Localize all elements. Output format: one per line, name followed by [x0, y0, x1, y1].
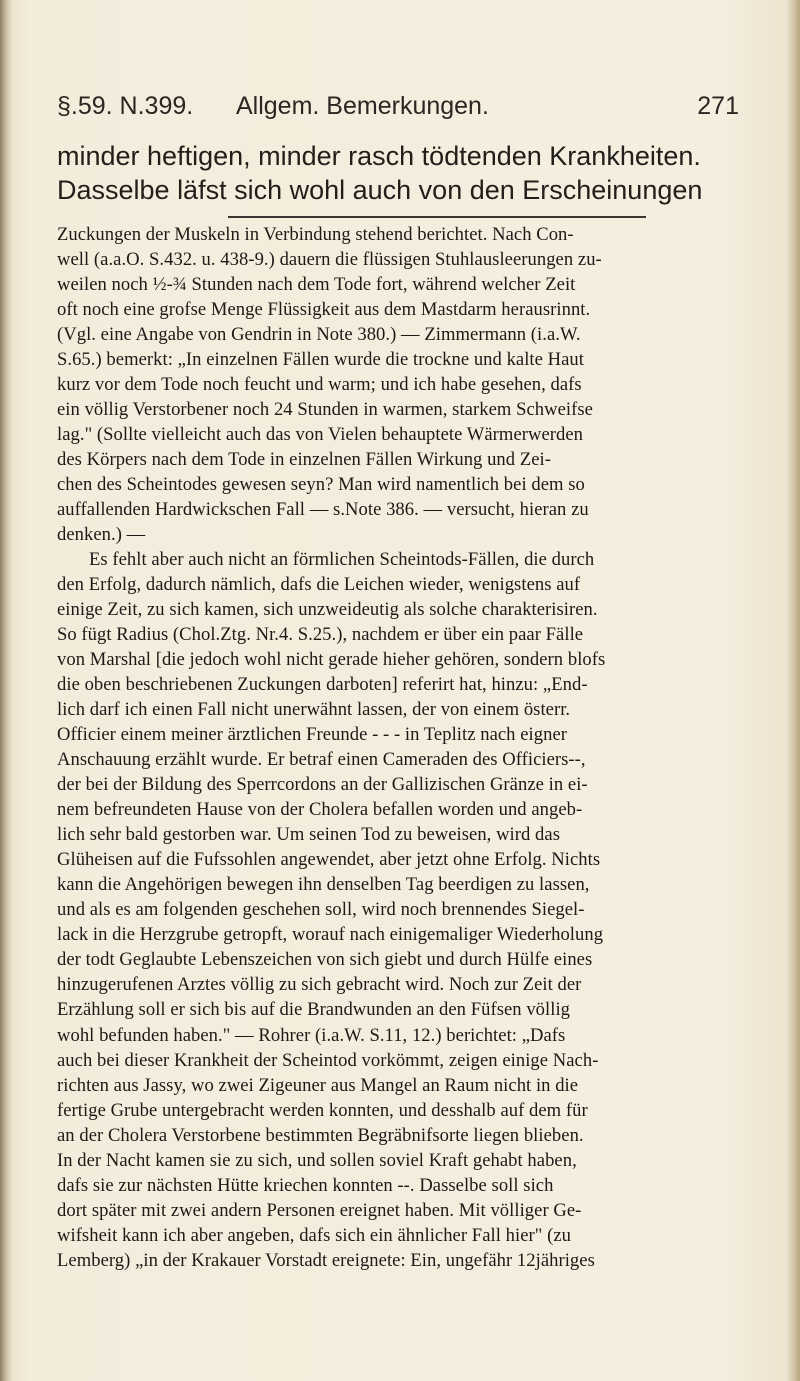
- text-line: S.65.) bemerkt: „In einzelnen Fällen wurde die trockne und kalte Haut: [57, 349, 584, 371]
- text-line: des Körpers nach dem Tode in einzelnen Fällen Wirkung und Zei-: [57, 449, 551, 471]
- text-line: fertige Grube untergebracht werden konnten, und desshalb auf dem für: [57, 1099, 588, 1121]
- text-line: richten aus Jassy, wo zwei Zigeuner aus Mangel an Raum nicht in die: [57, 1074, 579, 1096]
- text-line: lich sehr bald gestorben war. Um seinen Tod zu beweisen, wird das: [57, 824, 560, 846]
- text-line: oft noch eine grofse Menge Flüssigkeit aus dem Mastdarm herausrinnt.: [57, 299, 591, 321]
- text-line: Es fehlt aber auch nicht an förmlichen Scheintods-Fällen, die durch: [89, 549, 595, 571]
- text-line: der todt Geglaubte Lebenszeichen von sich giebt und durch Hülfe eines: [57, 949, 593, 971]
- text-line: und als es am folgenden geschehen soll, wird noch brennendes Siegel-: [57, 899, 585, 921]
- text-line: nem befreundeten Hause von der Cholera befallen worden und angeb-: [57, 799, 583, 821]
- running-header: [57, 92, 741, 126]
- text-line: auch bei dieser Krankheit der Scheintod vorkömmt, zeigen einige Nach-: [57, 1049, 599, 1071]
- running-title: Allgem. Bemerkungen.: [236, 92, 489, 120]
- text-line: Erzählung soll er sich bis auf die Brandwunden an den Füfsen völlig: [57, 999, 571, 1021]
- text-line: Zuckungen der Muskeln in Verbindung stehend berichtet. Nach Con-: [57, 224, 574, 245]
- footnote-text: [57, 222, 757, 1273]
- text-line: Anschauung erzählt wurde. Er betraf einen Cameraden des Officiers--,: [57, 749, 586, 771]
- text-line: dafs sie zur nächsten Hütte kriechen konnten --. Dasselbe soll sich: [57, 1174, 554, 1196]
- text-line: Lemberg) „in der Krakauer Vorstadt ereignete: Ein, ungefähr 12jähriges: [57, 1249, 595, 1271]
- text-line: einige Zeit, zu sich kamen, sich unzweideutig als solche charakterisiren.: [57, 599, 598, 621]
- text-line: wohl befunden haben." — Rohrer (i.a.W. S.11, 12.) berichtet: „Dafs: [57, 1024, 566, 1046]
- separator-rule: [228, 216, 646, 218]
- text-line: auffallenden Hardwickschen Fall — s.Note 386. — versucht, hieran zu: [57, 499, 589, 521]
- text-line: well (a.a.O. S.432. u. 438-9.) dauern die flüssigen Stuhlausleerungen zu-: [57, 249, 602, 271]
- text-line: dort später mit zwei andern Personen ereignet haben. Mit völliger Ge-: [57, 1199, 582, 1221]
- page-number: 271: [697, 92, 739, 120]
- text-line: die oben beschriebenen Zuckungen darboten] referirt hat, hinzu: „End-: [57, 674, 588, 696]
- text-line: lag." (Sollte vielleicht auch das von Vielen behauptete Wärmerwerden: [57, 424, 584, 446]
- text-line: So fügt Radius (Chol.Ztg. Nr.4. S.25.), nachdem er über ein paar Fälle: [57, 624, 584, 646]
- text-line: von Marshal [die jedoch wohl nicht gerade hieher gehören, sondern blofs: [57, 649, 606, 671]
- heading-line: Dasselbe läfst sich wohl auch von den Erscheinungen: [57, 175, 703, 205]
- text-line: chen des Scheintodes gewesen seyn? Man wird namentlich bei dem so: [57, 474, 585, 496]
- text-line: lich darf ich einen Fall nicht unerwähnt lassen, der von einem österr.: [57, 699, 571, 721]
- binding-gutter: [0, 0, 12, 1381]
- text-line: ein völlig Verstorbener noch 24 Stunden in warmen, starkem Schweifse: [57, 399, 593, 421]
- page-edge: [786, 0, 800, 1381]
- text-line: wifsheit kann ich aber angeben, dafs sich ein ähnlicher Fall hier" (zu: [57, 1224, 571, 1246]
- text-line: kurz vor dem Tode noch feucht und warm; und ich habe gesehen, dafs: [57, 374, 582, 396]
- text-line: an der Cholera Verstorbene bestimmten Begräbnifsorte liegen blieben.: [57, 1124, 584, 1146]
- heading-line: minder heftigen, minder rasch tödtenden Krankheiten.: [57, 141, 701, 171]
- text-line: (Vgl. eine Angabe von Gendrin in Note 380.) — Zimmermann (i.a.W.: [57, 324, 581, 346]
- text-line: lack in die Herzgrube getropft, worauf nach einigemaliger Wiederholung: [57, 924, 604, 946]
- text-line: hinzugerufenen Arztes völlig zu sich gebracht wird. Noch zur Zeit der: [57, 974, 582, 996]
- text-line: In der Nacht kamen sie zu sich, und sollen soviel Kraft gehabt haben,: [57, 1149, 577, 1171]
- large-print-paragraph: [57, 139, 747, 207]
- text-line: der bei der Bildung des Sperrcordons an der Gallizischen Gränze in ei-: [57, 774, 588, 796]
- text-line: denken.) —: [57, 524, 146, 546]
- text-line: Officier einem meiner ärztlichen Freunde - - - in Teplitz nach eigner: [57, 724, 567, 746]
- text-line: weilen noch ½-¾ Stunden nach dem Tode fort, während welcher Zeit: [57, 274, 576, 296]
- text-line: den Erfolg, dadurch nämlich, dafs die Leichen wieder, wenigstens auf: [57, 574, 581, 596]
- text-line: Glüheisen auf die Fufssohlen angewendet, aber jetzt ohne Erfolg. Nichts: [57, 849, 601, 871]
- text-line: kann die Angehörigen bewegen ihn denselben Tag beerdigen zu lassen,: [57, 874, 590, 896]
- section-reference: §.59. N.399.: [57, 92, 194, 120]
